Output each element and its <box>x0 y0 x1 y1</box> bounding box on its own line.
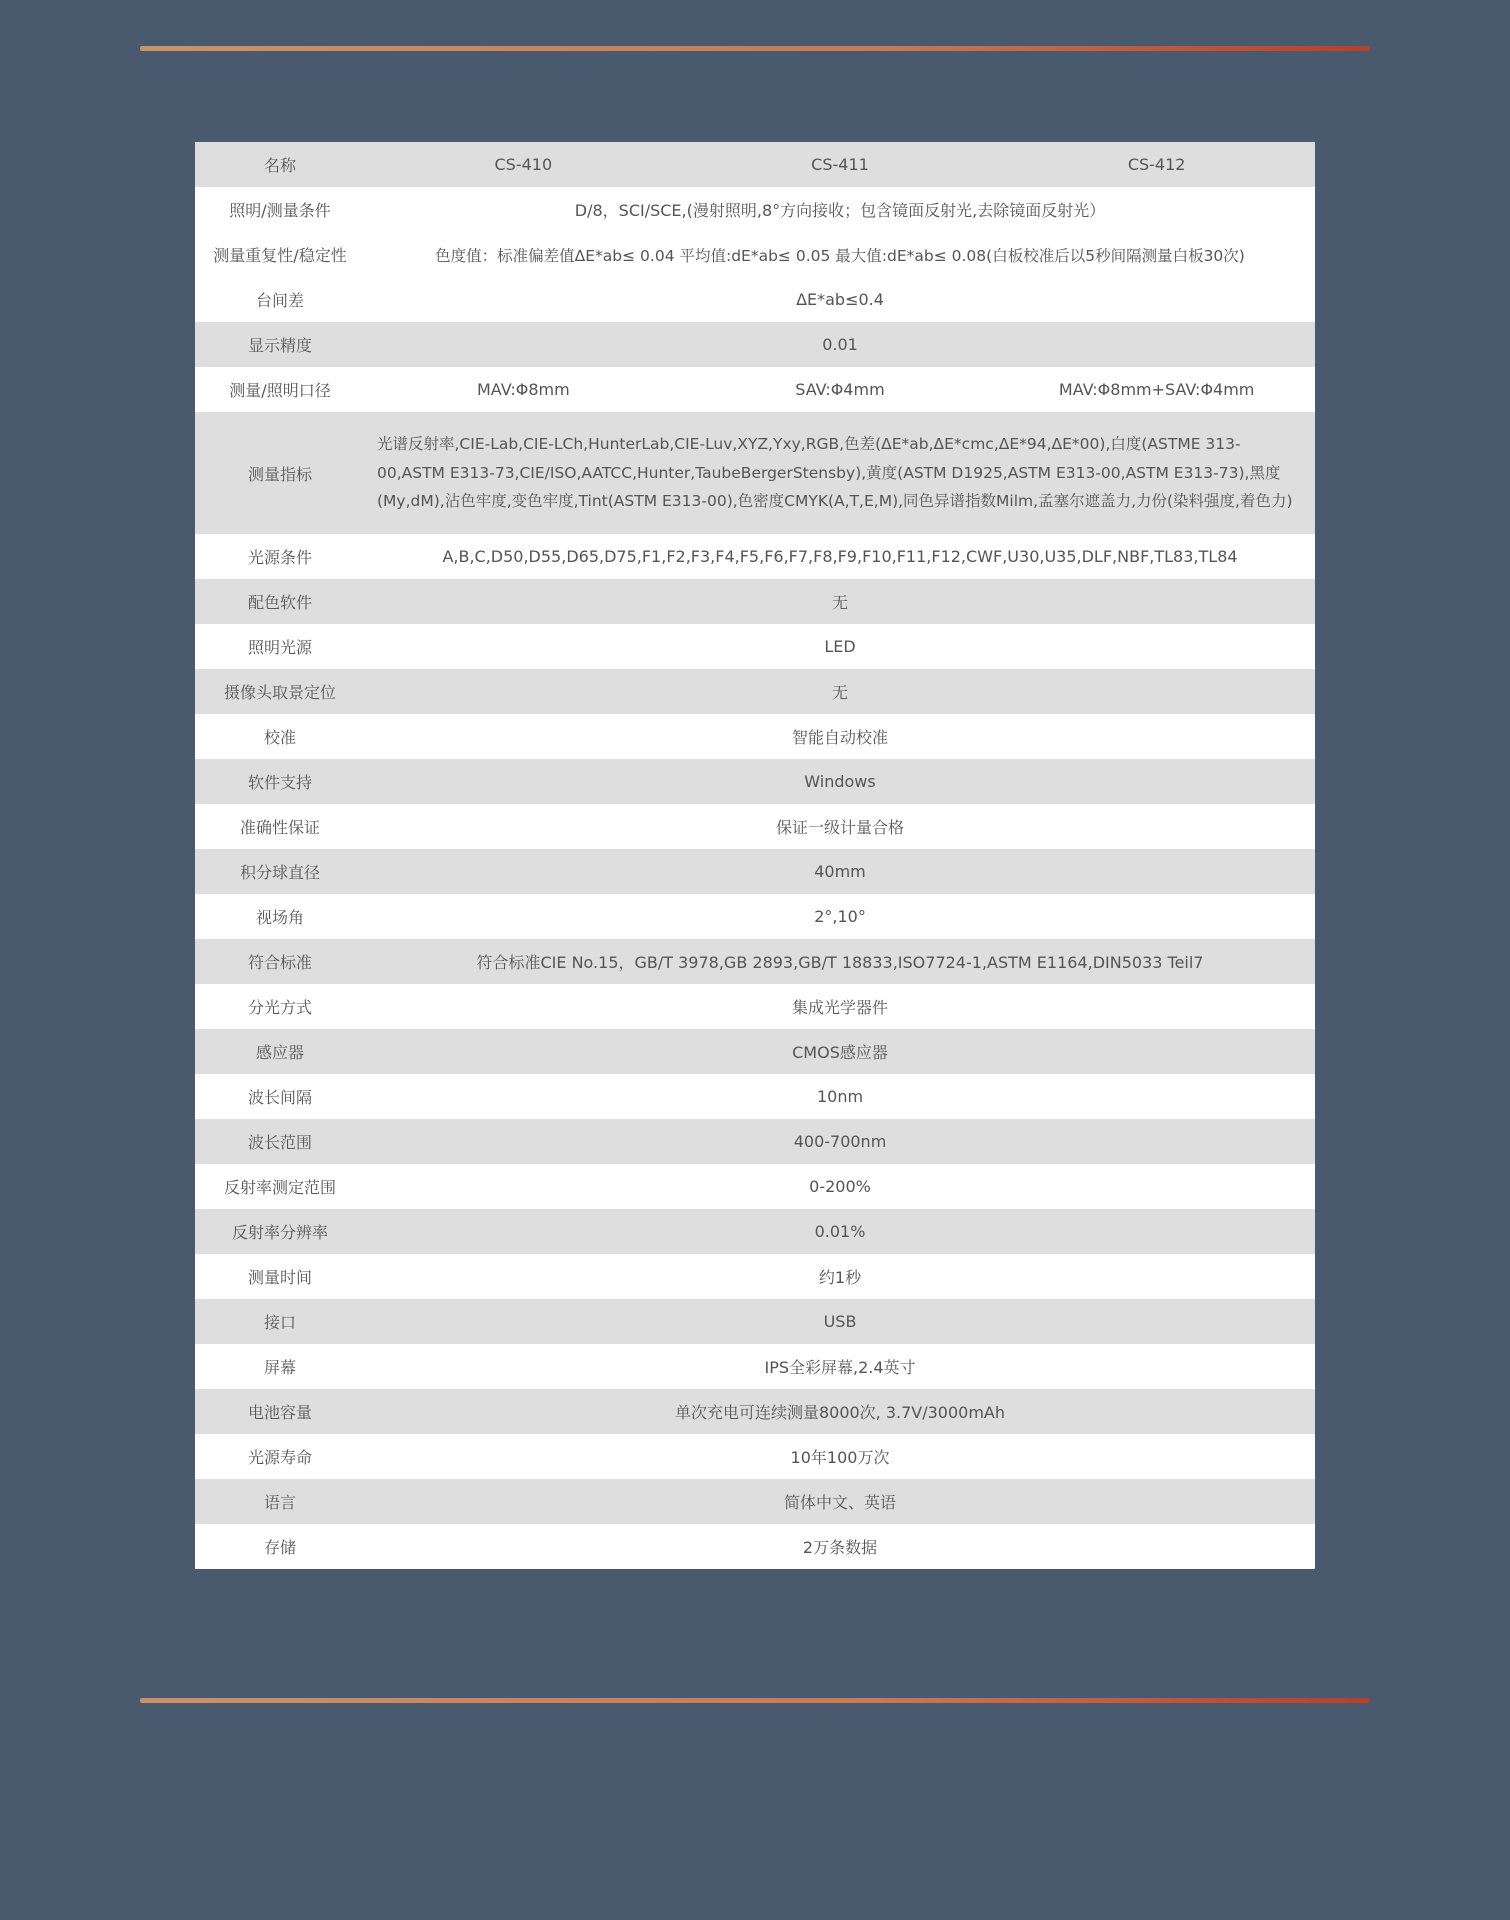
table-row <box>195 849 1315 894</box>
row-label: 存储 <box>263 1538 296 1557</box>
row-value: 0-200% <box>809 1177 871 1196</box>
table-row <box>195 759 1315 804</box>
row-value: CMOS感应器 <box>365 1029 1315 1074</box>
table-row <box>195 367 1315 412</box>
table-row <box>195 232 1315 277</box>
row-label: 视场角 <box>255 908 304 927</box>
table-row <box>195 669 1315 714</box>
row-label: 台间差 <box>255 291 304 310</box>
row-label: 校准 <box>263 728 296 747</box>
header-model-1: CS-410 <box>365 142 682 187</box>
row-value: 10年100万次 <box>790 1448 890 1467</box>
row-value-model-2: SAV:Φ4mm <box>795 380 885 399</box>
table-row <box>195 1254 1315 1299</box>
row-label: 照明/测量条件 <box>229 201 331 220</box>
row-label: 反射率测定范围 <box>223 1178 336 1197</box>
row-label: 符合标准 <box>195 939 365 984</box>
table-row <box>195 714 1315 759</box>
header-name: 名称 <box>195 142 365 187</box>
row-value: 简体中文、英语 <box>365 1479 1315 1524</box>
row-label: 测量指标 <box>195 412 365 534</box>
table-header-row <box>195 142 1315 187</box>
row-value: USB <box>365 1299 1315 1344</box>
table-row <box>195 1074 1315 1119</box>
row-value: 10nm <box>816 1087 864 1106</box>
row-value: 集成光学器件 <box>791 998 888 1017</box>
row-label: 照明光源 <box>247 638 312 657</box>
table-row <box>195 984 1315 1029</box>
table-row <box>195 322 1315 367</box>
row-value: Windows <box>365 759 1315 804</box>
spec-table-sheet <box>195 142 1315 1569</box>
row-label: 摄像头取景定位 <box>195 669 365 714</box>
table-row <box>195 1389 1315 1434</box>
bottom-divider <box>140 1698 1370 1703</box>
row-value: 400-700nm <box>365 1119 1315 1164</box>
row-label: 积分球直径 <box>195 849 365 894</box>
spec-table <box>195 142 1315 1569</box>
row-label: 屏幕 <box>263 1358 296 1377</box>
row-label: 测量重复性/稳定性 <box>213 246 347 265</box>
row-label: 准确性保证 <box>239 818 320 837</box>
row-value: 光谱反射率,CIE-Lab,CIE-LCh,HunterLab,CIE-Luv,XYZ,Yxy,RGB,色差(ΔE*ab,ΔE*cmc,ΔE*94,ΔE*00),白度(ASTME 313-00,ASTM E313-73,CIE/ISO,AATCC,Hunter,TaubeBergerStensby),黄度(ASTM D1925,ASTM E313-00,ASTM E313-73),黑度(My,dM),沾色牢度,变色牢度,Tint(ASTM E313-00),色密度CMYK(A,T,E,M),同色异谱指数Milm,孟塞尔遮盖力,力份(染料强度,着色力) <box>365 412 1315 534</box>
table-row <box>195 1119 1315 1164</box>
table-row <box>195 1209 1315 1254</box>
row-value: 单次充电可连续测量8000次, 3.7V/3000mAh <box>365 1389 1315 1434</box>
table-row <box>195 939 1315 984</box>
row-label: 软件支持 <box>195 759 365 804</box>
row-value: 2万条数据 <box>802 1538 878 1557</box>
row-label: 光源条件 <box>247 548 312 567</box>
row-value: 无 <box>365 579 1315 624</box>
row-value: 符合标准CIE No.15，GB/T 3978,GB 2893,GB/T 18833,ISO7724-1,ASTM E1164,DIN5033 Teil7 <box>365 939 1315 984</box>
row-value: 无 <box>365 669 1315 714</box>
row-value: 约1秒 <box>818 1268 862 1287</box>
row-value: 2°,10° <box>814 907 866 926</box>
table-row <box>195 579 1315 624</box>
row-label: 感应器 <box>195 1029 365 1074</box>
row-value: D/8，SCI/SCE,(漫射照明,8°方向接收；包含镜面反射光,去除镜面反射光） <box>574 201 1106 220</box>
row-value-model-1: MAV:Φ8mm <box>476 380 570 399</box>
table-row <box>195 187 1315 232</box>
row-label: 波长间隔 <box>247 1088 312 1107</box>
table-row <box>195 1299 1315 1344</box>
row-value: IPS全彩屏幕,2.4英寸 <box>764 1358 916 1377</box>
row-label: 接口 <box>195 1299 365 1344</box>
row-value: 智能自动校准 <box>791 728 888 747</box>
row-value: LED <box>824 637 856 656</box>
row-label: 测量时间 <box>247 1268 312 1287</box>
table-row <box>195 1164 1315 1209</box>
table-row <box>195 1344 1315 1389</box>
row-label: 语言 <box>195 1479 365 1524</box>
table-row <box>195 412 1315 534</box>
top-divider <box>140 46 1370 51</box>
row-label: 分光方式 <box>247 998 312 1017</box>
row-label: 反射率分辨率 <box>195 1209 365 1254</box>
header-model-3: CS-412 <box>998 142 1315 187</box>
row-label: 光源寿命 <box>247 1448 312 1467</box>
row-label: 波长范围 <box>195 1119 365 1164</box>
row-value: ΔE*ab≤0.4 <box>796 290 884 309</box>
table-row <box>195 1434 1315 1479</box>
row-label: 显示精度 <box>195 322 365 367</box>
table-row <box>195 1029 1315 1074</box>
table-row <box>195 534 1315 579</box>
row-value: 40mm <box>365 849 1315 894</box>
row-value: 色度值：标准偏差值ΔE*ab≤ 0.04 平均值:dE*ab≤ 0.05 最大值:dE*ab≤ 0.08(白板校准后以5秒间隔测量白板30次) <box>435 246 1245 265</box>
table-row <box>195 624 1315 669</box>
row-value: A,B,C,D50,D55,D65,D75,F1,F2,F3,F4,F5,F6,F7,F8,F9,F10,F11,F12,CWF,U30,U35,DLF,NBF,TL83,TL84 <box>442 547 1238 566</box>
row-label: 配色软件 <box>195 579 365 624</box>
table-row <box>195 804 1315 849</box>
table-row <box>195 894 1315 939</box>
row-label: 测量/照明口径 <box>229 381 331 400</box>
row-value: 0.01 <box>365 322 1315 367</box>
table-row <box>195 277 1315 322</box>
table-row <box>195 1479 1315 1524</box>
row-value: 0.01% <box>365 1209 1315 1254</box>
header-model-2: CS-411 <box>682 142 999 187</box>
table-row <box>195 1524 1315 1569</box>
row-value: 保证一级计量合格 <box>775 818 904 837</box>
row-label: 电池容量 <box>195 1389 365 1434</box>
row-value-model-3: MAV:Φ8mm+SAV:Φ4mm <box>1058 380 1255 399</box>
